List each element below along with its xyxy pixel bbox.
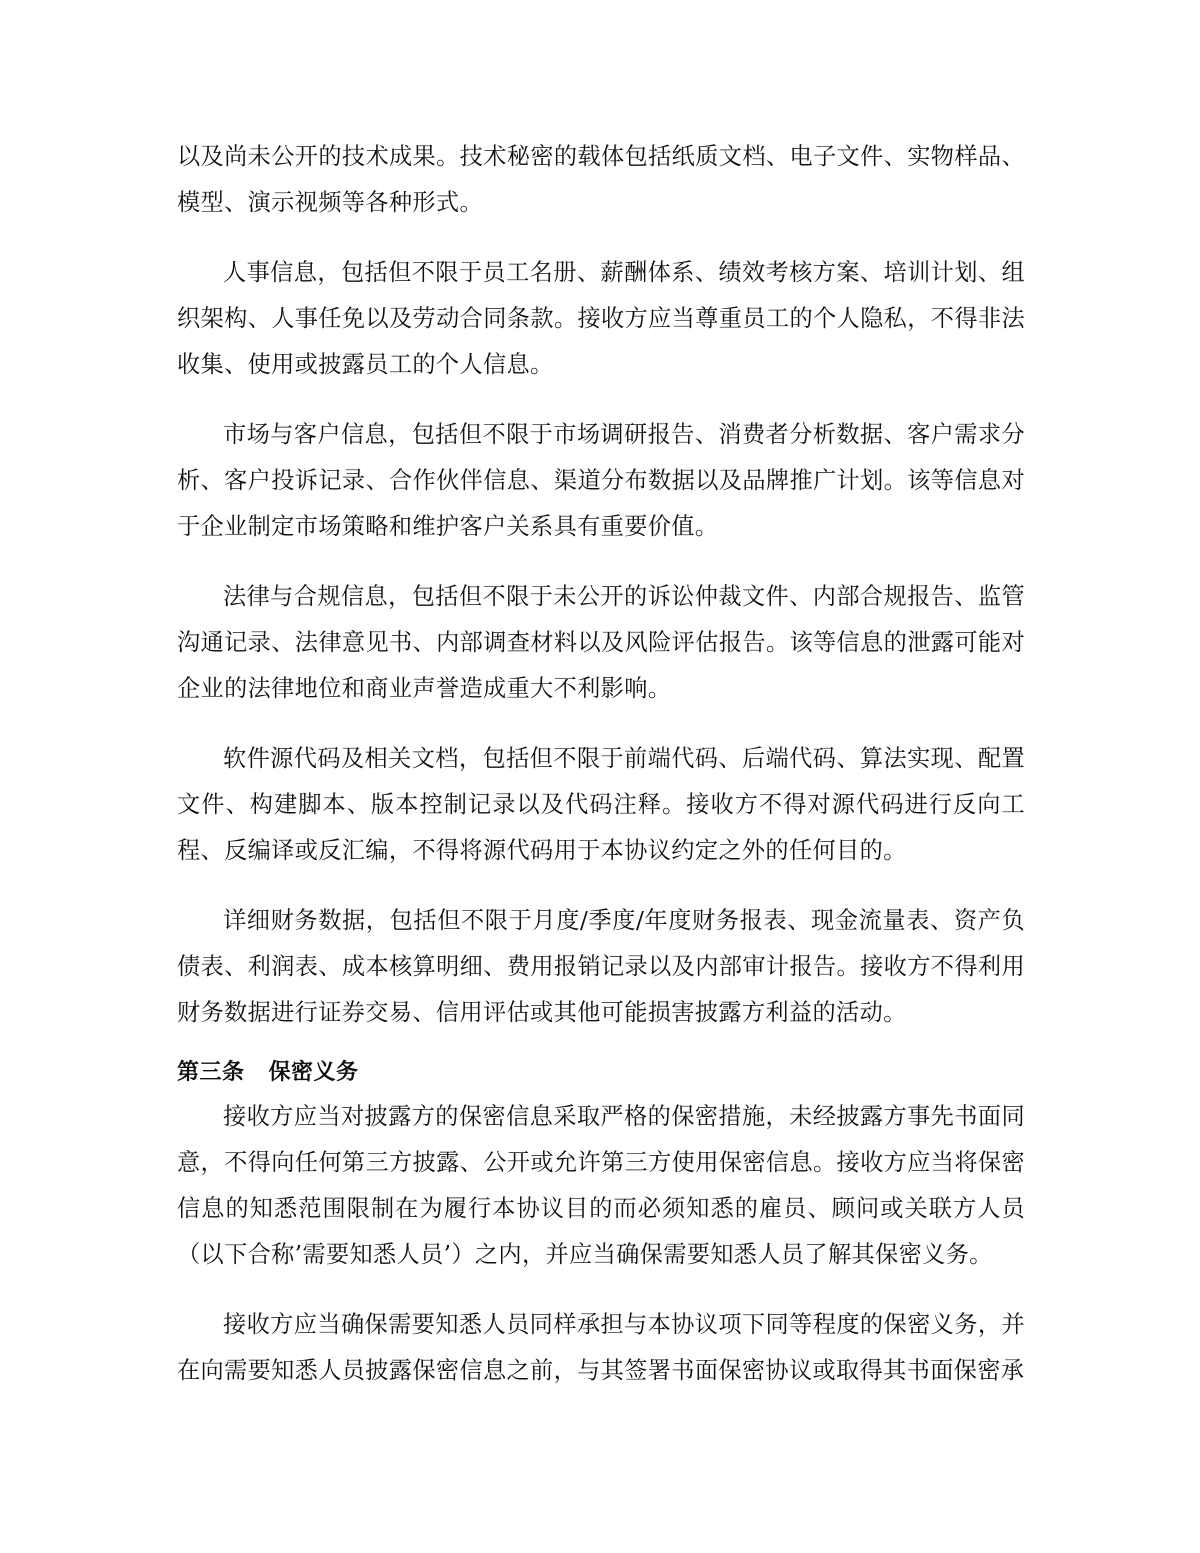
paragraph-need-to-know: 接收方应当确保需要知悉人员同样承担与本协议项下同等程度的保密义务，并在向需要知悉人员披露保密信息之前，与其签署书面保密协议或取得其书面保密承 [177,1311,1025,1384]
paragraph-financial-data: 详细财务数据，包括但不限于月度/季度/年度财务报表、现金流量表、资产负债表、利润表、成本核算明细、费用报销记录以及内部审计报告。接收方不得利用财务数据进行证券交易、信用评估或其他可能损害披露方利益的活动。 [177,907,1025,1026]
paragraph-personnel-info: 人事信息，包括但不限于员工名册、薪酬体系、绩效考核方案、培训计划、组织架构、人事任免以及劳动合同条款。接收方应当尊重员工的个人隐私，不得非法收集、使用或披露员工的个人信息。 [177,259,1025,378]
paragraph-market-customer-info: 市场与客户信息，包括但不限于市场调研报告、消费者分析数据、客户需求分析、客户投诉记录、合作伙伴信息、渠道分布数据以及品牌推广计划。该等信息对于企业制定市场策略和维护客户关系具有重要价值。 [177,421,1025,540]
section-heading [177,1054,1025,1092]
paragraph-tech-secrets: 以及尚未公开的技术成果。技术秘密的载体包括纸质文档、电子文件、实物样品、模型、演示视频等各种形式。 [177,143,1025,216]
paragraph-confidentiality-measures: 接收方应当对披露方的保密信息采取严格的保密措施，未经披露方事先书面同意，不得向任何第三方披露、公开或允许第三方使用保密信息。接收方应当将保密信息的知悉范围限制在为履行本协议目的而必须知悉的雇员、顾问或关联方人员（以下合称’需要知悉人员’）之内，并应当确保需要知悉人员了解其保密义务。 [177,1103,1025,1268]
paragraph-legal-compliance-info: 法律与合规信息，包括但不限于未公开的诉讼仲裁文件、内部合规报告、监管沟通记录、法律意见书、内部调查材料以及风险评估报告。该等信息的泄露可能对企业的法律地位和商业声誉造成重大不利影响。 [177,583,1025,702]
section-number: 第三条 [177,1060,245,1085]
document-page [177,134,1025,1394]
section-title: 保密义务 [268,1060,359,1085]
paragraph-source-code: 软件源代码及相关文档，包括但不限于前端代码、后端代码、算法实现、配置文件、构建脚本、版本控制记录以及代码注释。接收方不得对源代码进行反向工程、反编译或反汇编，不得将源代码用于本协议约定之外的任何目的。 [177,745,1025,864]
